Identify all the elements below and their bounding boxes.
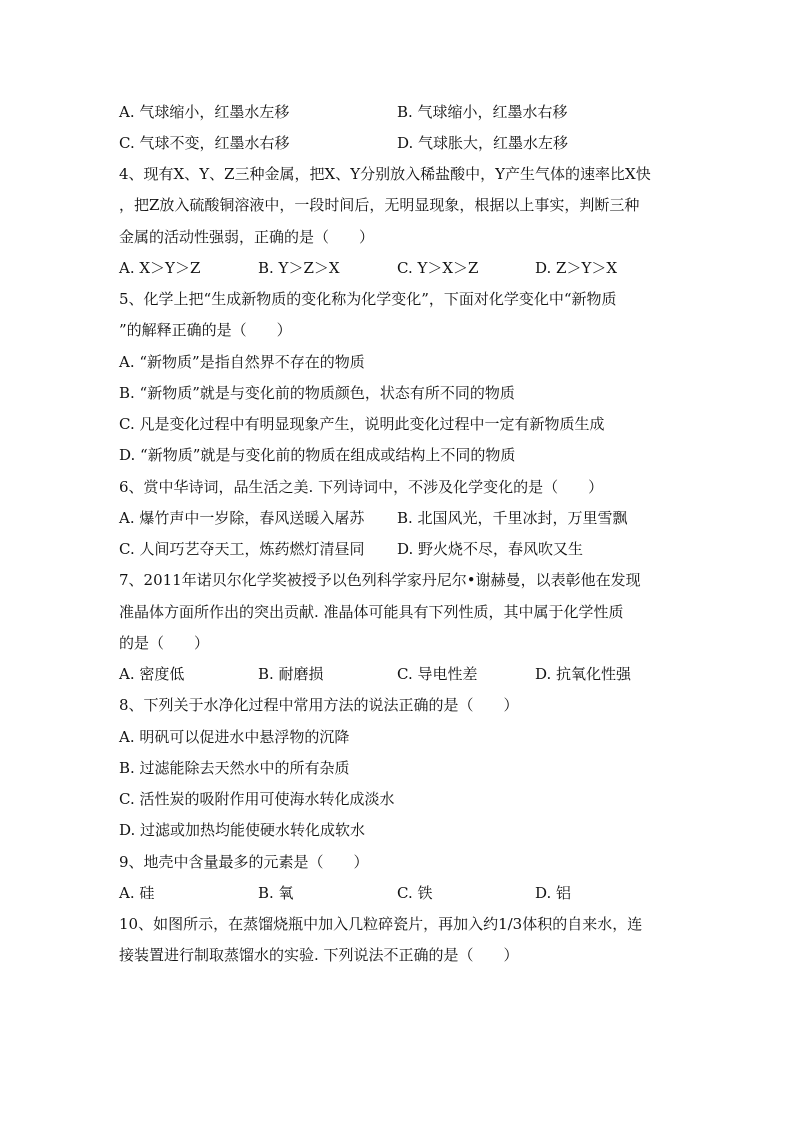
q8-stem-line-1: 8、下列关于水净化过程中常用方法的说法正确的是（ ）	[119, 696, 519, 714]
q4-stem-line-2: ，把Z放入硫酸铜溶液中，一段时间后，无明显现象，根据以上事实，判断三种	[119, 196, 640, 214]
q5-stem-line-1: 5、化学上把“生成新物质的变化称为化学变化”，下面对化学变化中“新物质	[119, 290, 617, 308]
q7-stem-line-2: 准晶体方面所作出的突出贡献. 准晶体可能具有下列性质，其中属于化学性质	[119, 603, 624, 621]
q5-option-c: C. 凡是变化过程中有明显现象产生，说明此变化过程中一定有新物质生成	[119, 415, 605, 433]
q9-option-b: B. 氧	[258, 884, 294, 902]
q5-stem-line-2: ”的解释正确的是（ ）	[119, 321, 292, 339]
q4-option-a: A. X＞Y＞Z	[119, 259, 201, 277]
q6-options-row-2	[119, 539, 719, 559]
q5-option-a: A. “新物质”是指自然界不存在的物质	[119, 353, 365, 371]
q9-options-row	[119, 883, 719, 903]
q9-stem-line-1: 9、地壳中含量最多的元素是（ ）	[119, 853, 369, 871]
q7-option-b: B. 耐磨损	[258, 665, 324, 683]
q4-stem-line-3: 金属的活动性强弱，正确的是（ ）	[119, 228, 375, 246]
q6-option-b: B. 北国风光，千里冰封，万里雪飘	[397, 509, 628, 527]
q3-options-row-2	[119, 133, 719, 153]
q4-option-b: B. Y＞Z＞X	[258, 259, 340, 277]
q8-option-a: A. 明矾可以促进水中悬浮物的沉降	[119, 728, 350, 746]
q8-option-d: D. 过滤或加热均能使硬水转化成软水	[119, 821, 366, 839]
q3-option-c: C. 气球不变，红墨水右移	[119, 134, 290, 152]
q4-stem-line-1: 4、现有X、Y、Z三种金属，把X、Y分别放入稀盐酸中，Y产生气体的速率比X快	[119, 165, 651, 183]
q8-option-c: C. 活性炭的吸附作用可使海水转化成淡水	[119, 790, 395, 808]
q5-option-b: B. “新物质”就是与变化前的物质颜色，状态有所不同的物质	[119, 384, 515, 402]
q7-stem-line-3: 的是（ ）	[119, 634, 210, 652]
q9-option-a: A. 硅	[119, 884, 155, 902]
q6-option-a: A. 爆竹声中一岁除，春风送暖入屠苏	[119, 509, 365, 527]
q7-options-row	[119, 664, 719, 684]
q7-stem-line-1: 7、2011年诺贝尔化学奖被授予以色列科学家丹尼尔•谢赫曼，以表彰他在发现	[119, 571, 641, 589]
q4-options-row	[119, 258, 719, 278]
q5-option-d: D. “新物质”就是与变化前的物质在组成或结构上不同的物质	[119, 446, 516, 464]
q9-option-d: D. 铝	[535, 884, 572, 902]
q6-option-c: C. 人间巧艺夺天工，炼药燃灯清昼同	[119, 540, 365, 558]
q7-option-c: C. 导电性差	[397, 665, 478, 683]
q7-option-a: A. 密度低	[119, 665, 185, 683]
q6-option-d: D. 野火烧不尽，春风吹又生	[397, 540, 584, 558]
q6-stem-line-1: 6、赏中华诗词，品生活之美. 下列诗词中，不涉及化学变化的是（ ）	[119, 478, 604, 496]
q9-option-c: C. 铁	[397, 884, 433, 902]
q6-options-row-1	[119, 508, 719, 528]
q7-option-d: D. 抗氧化性强	[535, 665, 632, 683]
q4-option-c: C. Y＞X＞Z	[397, 259, 479, 277]
q4-option-d: D. Z＞Y＞X	[535, 259, 618, 277]
q8-option-b: B. 过滤能除去天然水中的所有杂质	[119, 759, 350, 777]
q3-option-a: A. 气球缩小，红墨水左移	[119, 103, 290, 121]
q10-stem-line-1: 10、如图所示，在蒸馏烧瓶中加入几粒碎瓷片，再加入约1/3体积的自来水，连	[119, 915, 643, 933]
q3-option-b: B. 气球缩小，红墨水右移	[397, 103, 568, 121]
q3-option-d: D. 气球胀大，红墨水左移	[397, 134, 569, 152]
q3-options-row-1	[119, 102, 719, 122]
q10-stem-line-2: 接装置进行制取蒸馏水的实验. 下列说法不正确的是（ ）	[119, 946, 519, 964]
